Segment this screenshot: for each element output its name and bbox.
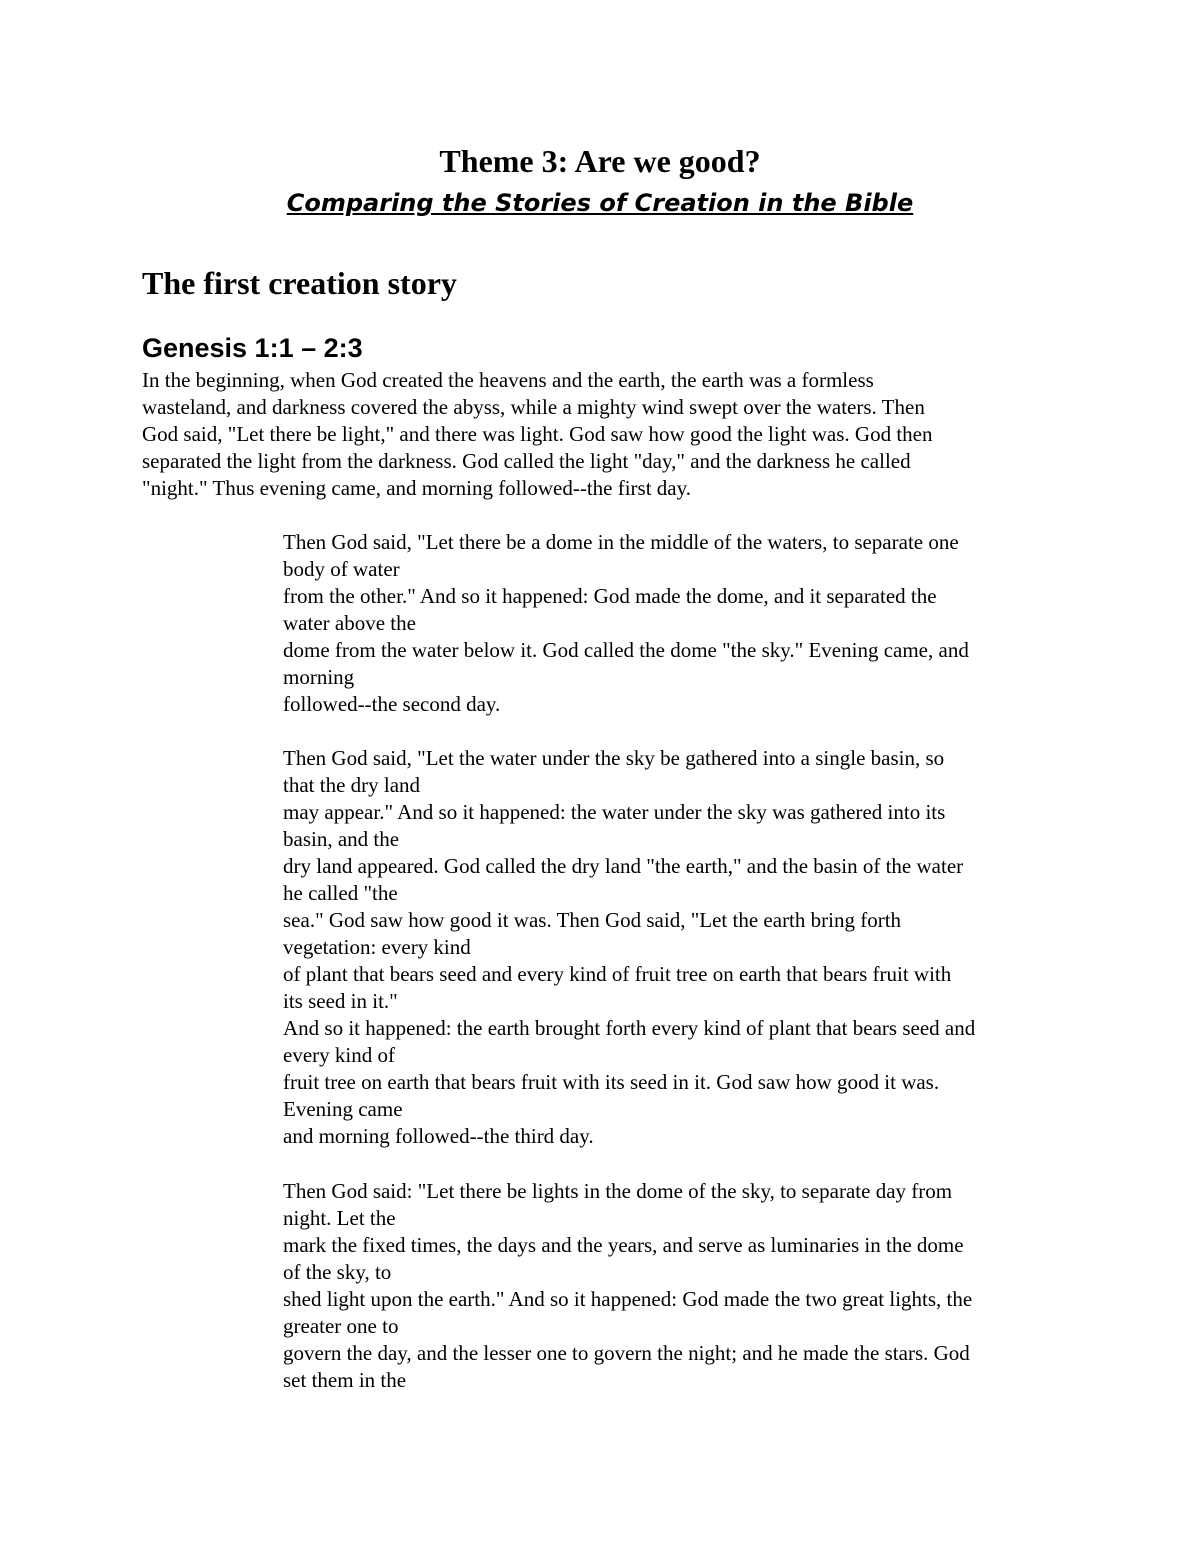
text-line: set them in the [283, 1368, 407, 1392]
text-line: And so it happened: the earth brought forth every kind of plant that bears seed and [283, 1016, 976, 1040]
text-line: followed--the second day. [283, 692, 501, 716]
text-line: Then God said, "Let the water under the sky be gathered into a single basin, so [283, 746, 945, 770]
intro-paragraph [142, 367, 1062, 502]
text-line: morning [283, 665, 355, 689]
text-line: may appear." And so it happened: the water under the sky was gathered into its [283, 800, 946, 824]
document-title: Theme 3: Are we good? [439, 143, 761, 179]
text-line: In the beginning, when God created the heavens and the earth, the earth was a formless [142, 368, 874, 392]
text-line: "night." Thus evening came, and morning followed--the first day. [142, 476, 692, 500]
text-line: dome from the water below it. God called the dome "the sky." Evening came, and [283, 638, 969, 662]
text-line: separated the light from the darkness. God called the light "day," and the darkness he called [142, 449, 911, 473]
text-line: Then God said: "Let there be lights in the dome of the sky, to separate day from [283, 1179, 953, 1203]
text-line: that the dry land [283, 773, 421, 797]
text-line: basin, and the [283, 827, 400, 851]
text-line: God said, "Let there be light," and there was light. God saw how good the light was. God then [142, 422, 933, 446]
text-line: and morning followed--the third day. [283, 1124, 594, 1148]
text-line: Then God said, "Let there be a dome in the middle of the waters, to separate one [283, 530, 959, 554]
day-two-paragraph [283, 529, 1083, 718]
text-line: night. Let the [283, 1206, 396, 1230]
text-line: dry land appeared. God called the dry land "the earth," and the basin of the water [283, 854, 964, 878]
text-line: Evening came [283, 1097, 403, 1121]
text-line: govern the day, and the lesser one to govern the night; and he made the stars. God [283, 1341, 970, 1365]
text-line: sea." God saw how good it was. Then God said, "Let the earth bring forth [283, 908, 902, 932]
day-four-paragraph [283, 1178, 1083, 1394]
section-heading: The first creation story [142, 265, 457, 301]
text-line: of the sky, to [283, 1260, 392, 1284]
day-three-paragraph [283, 745, 1083, 1150]
text-line: vegetation: every kind [283, 935, 471, 959]
text-line: mark the fixed times, the days and the years, and serve as luminaries in the dome [283, 1233, 964, 1257]
text-line: water above the [283, 611, 416, 635]
text-line: greater one to [283, 1314, 399, 1338]
passage-reference: Genesis 1:1 – 2:3 [142, 333, 363, 363]
text-line: fruit tree on earth that bears fruit with its seed in it. God saw how good it was. [283, 1070, 940, 1094]
text-line: he called "the [283, 881, 398, 905]
text-line: its seed in it." [283, 989, 398, 1013]
document-subtitle: Comparing the Stories of Creation in the Bible [286, 189, 914, 217]
text-line: every kind of [283, 1043, 395, 1067]
text-line: shed light upon the earth." And so it happened: God made the two great lights, the [283, 1287, 973, 1311]
text-line: from the other." And so it happened: God made the dome, and it separated the [283, 584, 937, 608]
text-line: wasteland, and darkness covered the abyss, while a mighty wind swept over the waters. Then [142, 395, 925, 419]
text-line: body of water [283, 557, 400, 581]
text-line: of plant that bears seed and every kind of fruit tree on earth that bears fruit with [283, 962, 952, 986]
